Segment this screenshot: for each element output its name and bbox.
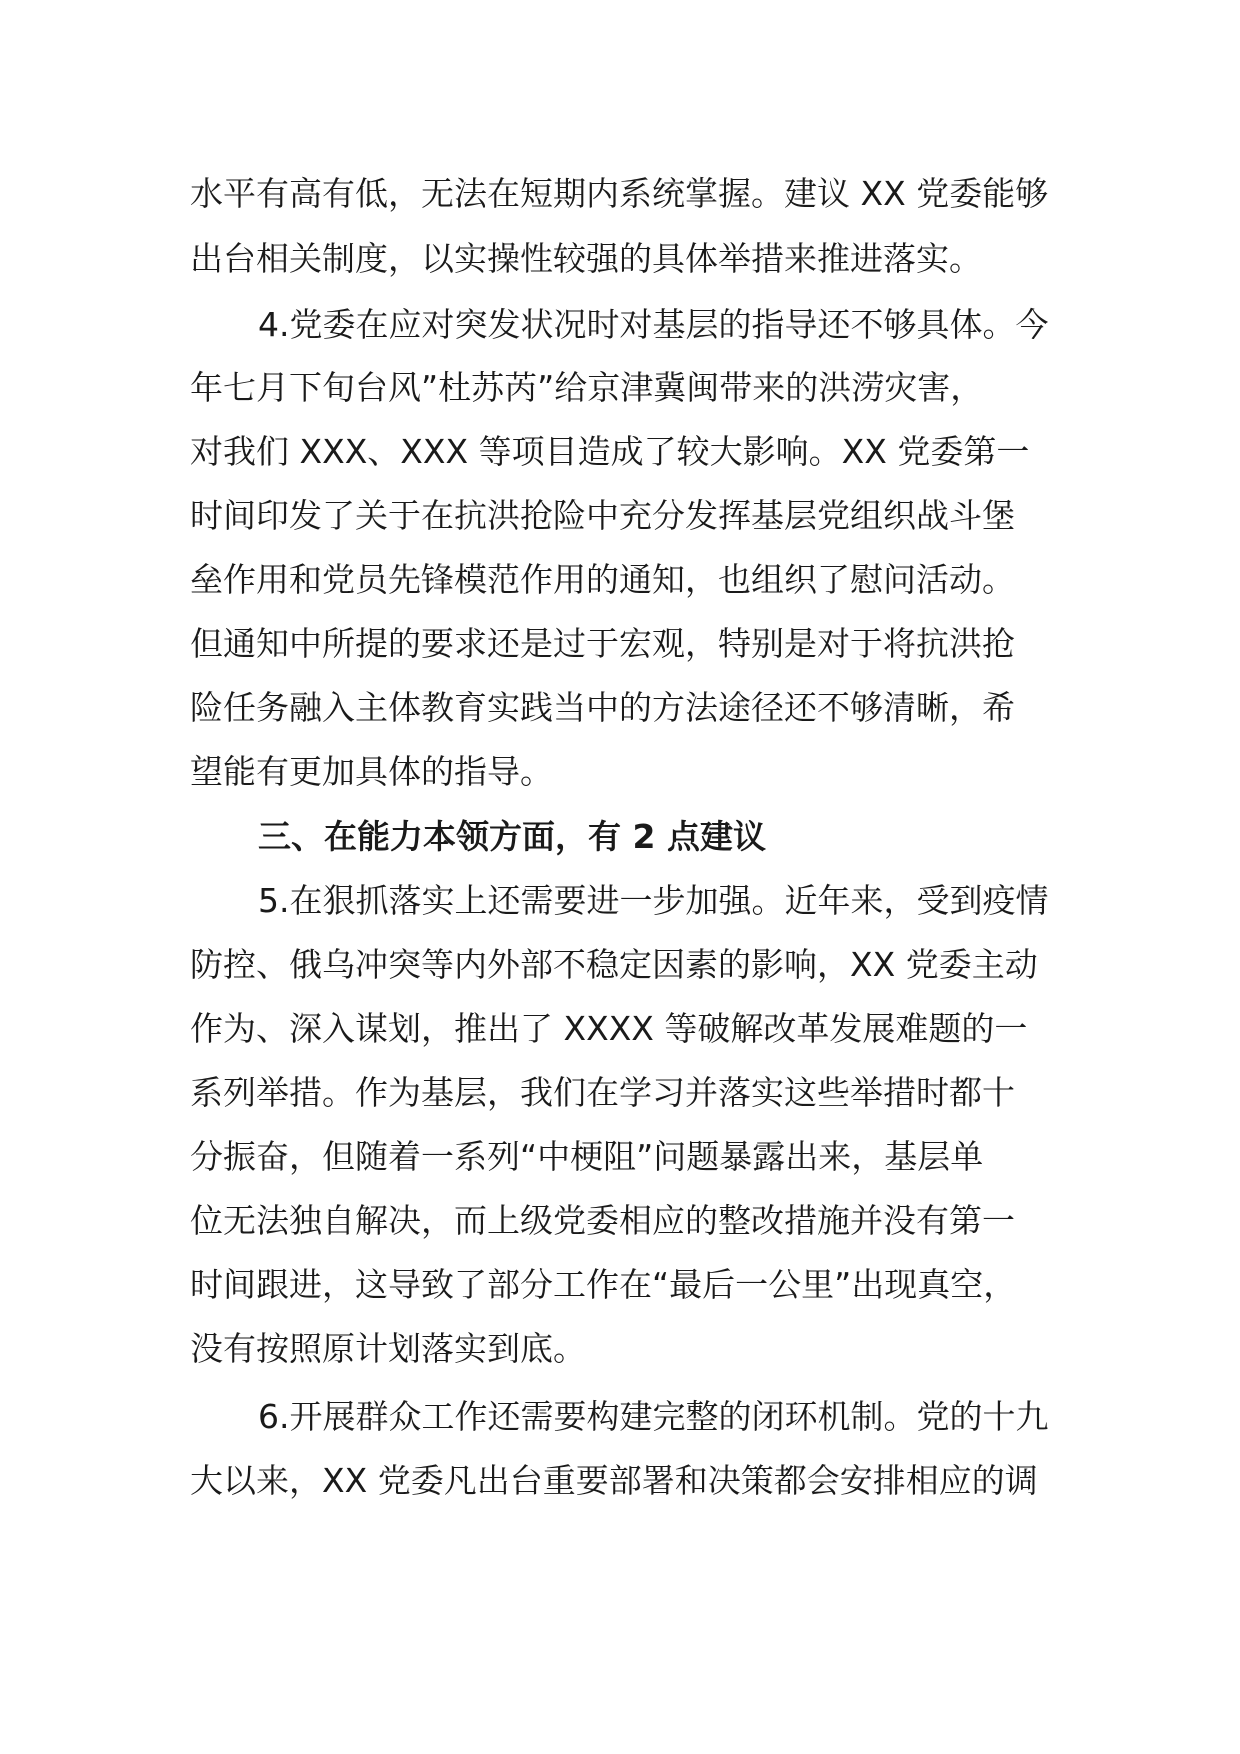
text-line: 但通知中所提的要求还是过于宏观，特别是对于将抗洪抢 xyxy=(190,624,1015,663)
section-heading: 三、在能力本领方面，有 2 点建议 xyxy=(258,817,766,856)
text-line: 垒作用和党员先锋模范作用的通知，也组织了慰问活动。 xyxy=(190,560,1015,599)
paragraph-4-first-line: 4.党委在应对突发状况时对基层的指导还不够具体。今 xyxy=(258,305,1049,344)
text-line: 大以来，XX 党委凡出台重要部署和决策都会安排相应的调 xyxy=(190,1461,1038,1500)
text-line: 防控、俄乌冲突等内外部不稳定因素的影响，XX 党委主动 xyxy=(190,945,1038,984)
text-line: 险任务融入主体教育实践当中的方法途径还不够清晰，希 xyxy=(190,688,1015,727)
text-line: 位无法独自解决，而上级党委相应的整改措施并没有第一 xyxy=(190,1201,1015,1240)
paragraph-6-first-line: 6.开展群众工作还需要构建完整的闭环机制。党的十九 xyxy=(258,1397,1049,1436)
text-line: 年七月下旬台风”杜苏芮”给京津冀闽带来的洪涝灾害， xyxy=(190,368,984,407)
text-line: 分振奋，但随着一系列“中梗阻”问题暴露出来，基层单 xyxy=(190,1137,984,1176)
text-line: 时间跟进，这导致了部分工作在“最后一公里”出现真空， xyxy=(190,1265,1017,1304)
text-line: 作为、深入谋划，推出了 XXXX 等破解改革发展难题的一 xyxy=(190,1009,1028,1048)
text-line: 望能有更加具体的指导。 xyxy=(190,752,553,791)
paragraph-5-first-line: 5.在狠抓落实上还需要进一步加强。近年来，受到疫情 xyxy=(258,881,1049,920)
text-line: 对我们 XXX、XXX 等项目造成了较大影响。XX 党委第一 xyxy=(190,432,1030,471)
text-line: 没有按照原计划落实到底。 xyxy=(190,1329,586,1368)
text-line: 水平有高有低，无法在短期内系统掌握。建议 XX 党委能够 xyxy=(190,174,1049,213)
text-line: 出台相关制度，以实操性较强的具体举措来推进落实。 xyxy=(190,239,982,278)
text-line: 系列举措。作为基层，我们在学习并落实这些举措时都十 xyxy=(190,1073,1015,1112)
text-line: 时间印发了关于在抗洪抢险中充分发挥基层党组织战斗堡 xyxy=(190,496,1015,535)
